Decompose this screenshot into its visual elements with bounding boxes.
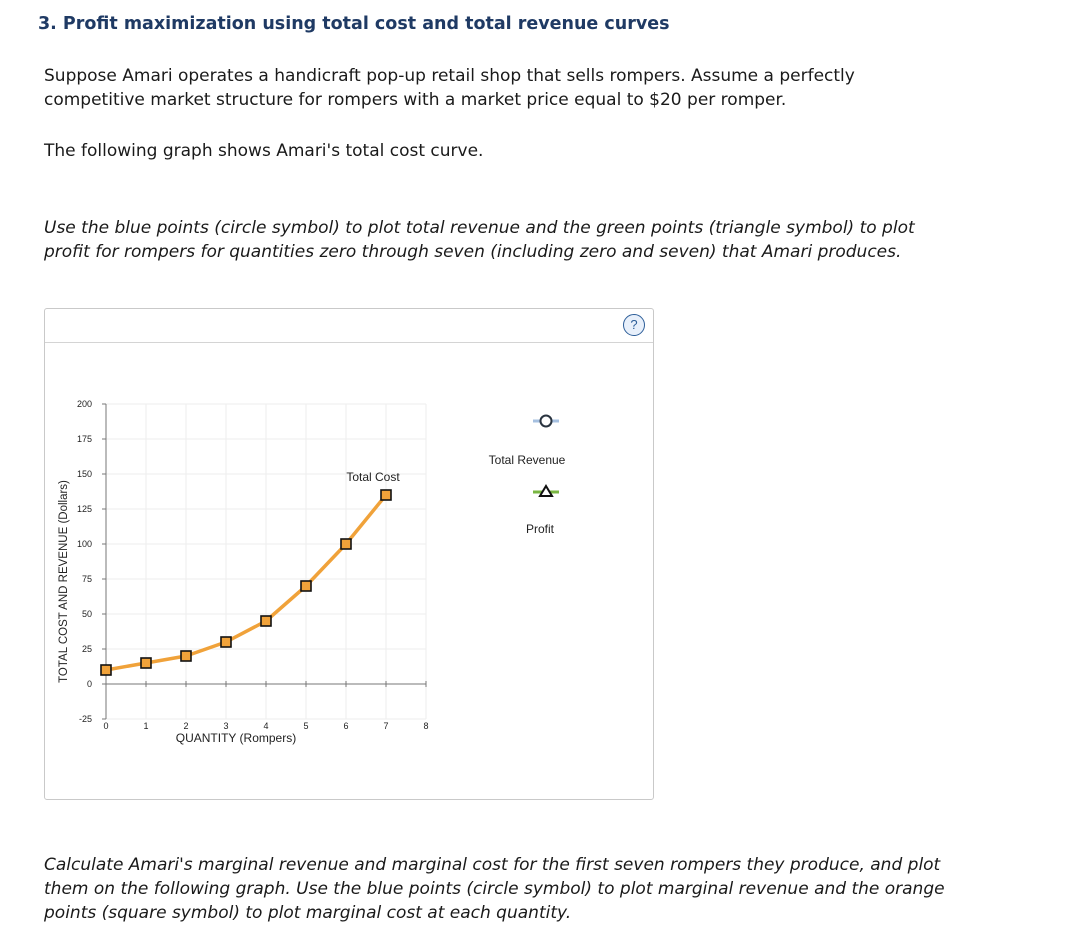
x-axis-label: QUANTITY (Rompers) — [175, 731, 297, 745]
y-tick-label: 175 — [76, 434, 92, 444]
total-cost-point — [301, 581, 311, 591]
x-tick-label: 0 — [103, 721, 109, 731]
y-tick-label: 75 — [81, 574, 92, 584]
legend — [489, 416, 566, 537]
x-tick-label: 5 — [303, 721, 309, 731]
y-tick-label: 150 — [76, 469, 92, 479]
total-cost-point — [141, 658, 151, 668]
y-tick-label: 50 — [81, 609, 92, 619]
legend-total-revenue-label: Total Revenue — [488, 453, 566, 467]
x-tick-label: 4 — [263, 721, 269, 731]
total-cost-point — [381, 490, 391, 500]
x-tick-label: 7 — [383, 721, 389, 731]
total-cost-line — [106, 495, 386, 670]
x-tick-label: 1 — [143, 721, 149, 731]
series-label-total-cost: Total Cost — [346, 470, 400, 484]
total-cost-chart[interactable] — [45, 309, 653, 799]
total-cost-point — [181, 651, 191, 661]
chart-axes — [77, 399, 429, 731]
legend-profit-tool[interactable] — [533, 486, 559, 496]
y-tick-label: -25 — [78, 714, 92, 724]
total-cost-point — [261, 616, 271, 626]
y-tick-label: 200 — [76, 399, 92, 409]
instruction-paragraph: Use the blue points (circle symbol) to plot total revenue and the green points (triangle symbol) to plot profit for rompers for quantities zero through seven (including zero and seven) that Amari produces. — [44, 218, 915, 262]
help-icon[interactable]: ? — [623, 314, 645, 336]
circle-marker-icon — [541, 416, 552, 427]
total-cost-point — [101, 665, 111, 675]
page-title: 3. Profit maximization using total cost and total revenue curves — [38, 14, 670, 34]
y-tick-label: 25 — [81, 644, 92, 654]
x-tick-label: 2 — [183, 721, 189, 731]
legend-total-revenue-tool[interactable] — [533, 416, 559, 427]
graph-intro-paragraph: The following graph shows Amari's total cost curve. — [44, 141, 484, 161]
chart-series — [101, 490, 391, 675]
x-tick-label: 8 — [423, 721, 429, 731]
footer-instruction: Calculate Amari's marginal revenue and marginal cost for the first seven rompers they produce, and plot them on the following graph. Use the blue points (circle symbol) to plot marginal revenue and the orange points (square symbol) to plot marginal cost at each quantity. — [44, 855, 945, 923]
y-tick-label: 100 — [76, 539, 92, 549]
graph-panel — [44, 308, 654, 800]
y-axis-label: TOTAL COST AND REVENUE (Dollars) — [58, 480, 70, 683]
y-tick-label: 0 — [86, 679, 92, 689]
x-tick-label: 3 — [223, 721, 229, 731]
y-tick-label: 125 — [76, 504, 92, 514]
intro-paragraph: Suppose Amari operates a handicraft pop-up retail shop that sells rompers. Assume a perfectly competitive market structure for rompers with a market price equal to $20 per romper. — [44, 66, 855, 110]
legend-profit-label: Profit — [525, 522, 555, 536]
x-tick-label: 6 — [343, 721, 349, 731]
total-cost-point — [221, 637, 231, 647]
total-cost-point — [341, 539, 351, 549]
chart-grid — [106, 404, 426, 719]
